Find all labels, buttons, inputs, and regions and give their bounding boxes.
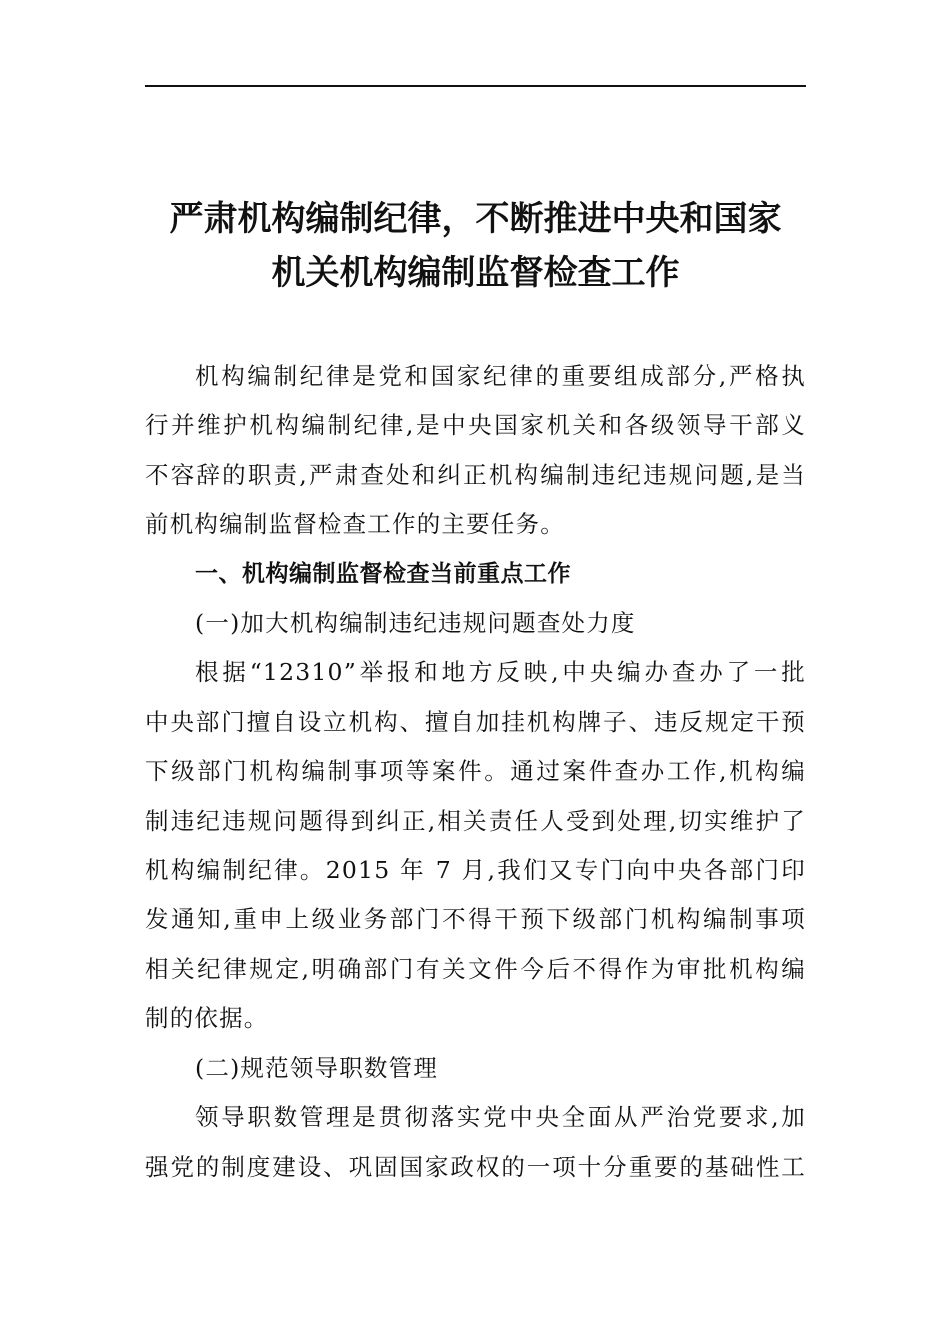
subsection-heading: (一)加大机构编制违纪违规问题查处力度 (195, 609, 636, 638)
paragraph-line: 强党的制度建设、巩固国家政权的一项十分重要的基础性工 (145, 1152, 806, 1181)
document-body (145, 352, 806, 1192)
paragraph-line: 相关纪律规定,明确部门有关文件今后不得作为审批机构编 (145, 954, 806, 983)
subsection-heading: (二)规范领导职数管理 (195, 1053, 439, 1082)
paragraph-line: 不容辞的职责,严肃查处和纠正机构编制违纪违规问题,是当 (145, 460, 806, 489)
document-title (145, 192, 806, 300)
paragraph-line: 机构编制纪律。2015 年 7 月,我们又专门向中央各部门印 (145, 856, 806, 885)
paragraph-line: 发通知,重申上级业务部门不得干预下级部门机构编制事项 (145, 905, 806, 934)
paragraph-line: 行并维护机构编制纪律,是中央国家机关和各级领导干部义 (145, 411, 806, 440)
section-heading: 一、机构编制监督检查当前重点工作 (195, 560, 571, 587)
paragraph-line: 领导职数管理是贯彻落实党中央全面从严治党要求,加 (195, 1103, 806, 1132)
title-line: 严肃机构编制纪律，不断推进中央和国家 (169, 199, 782, 239)
title-line: 机关机构编制监督检查工作 (271, 253, 680, 293)
paragraph-line: 中央部门擅自设立机构、擅自加挂机构牌子、违反规定干预 (145, 707, 806, 736)
paragraph-line: 前机构编制监督检查工作的主要任务。 (145, 510, 565, 539)
paragraph-line: 机构编制纪律是党和国家纪律的重要组成部分,严格执 (195, 362, 806, 390)
paragraph-line: 制的依据。 (145, 1004, 269, 1033)
paragraph-line: 根据“12310”举报和地方反映,中央编办查办了一批 (195, 658, 806, 687)
header-rule (145, 85, 806, 87)
paragraph-line: 下级部门机构编制事项等案件。通过案件查办工作,机构编 (145, 757, 806, 786)
paragraph-line: 制违纪违规问题得到纠正,相关责任人受到处理,切实维护了 (145, 806, 806, 835)
